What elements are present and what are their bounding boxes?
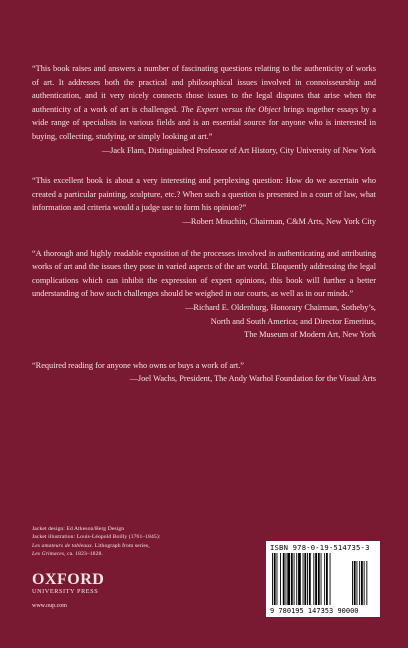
quote-3-attribution-line: North and South America; and Director Emeritus, (210, 316, 376, 326)
quote-2: “This excellent book is about a very interesting and perplexing question: How do we ascertain who created a particular painting, sculpture, etc.? When such a question is presented in a court of law, what information and criteria would a judge use to form his opinion?” (32, 176, 376, 213)
barcode-bar (313, 553, 314, 605)
quote-4-attribution: —Joel Wachs, President, The Andy Warhol Foundation for the Visual Arts (129, 374, 376, 384)
review-quotes (32, 62, 376, 386)
barcode-bar (330, 553, 331, 605)
barcode-bar (286, 553, 287, 605)
quote-1 (32, 62, 376, 144)
publisher-url: www.oup.com (32, 603, 67, 609)
barcode-bar (307, 553, 308, 605)
quote-3-attribution-line: The Museum of Modern Art, New York (244, 330, 376, 340)
credit-design: Jacket design: Ed Atkeson/Berg Design (32, 526, 125, 532)
isbn-label (270, 543, 376, 552)
barcode-bar (315, 553, 317, 605)
credit-illustration: Jacket illustration: Louis-Léopold Boilly (1761–1845): (32, 534, 161, 541)
barcode-bar (280, 553, 281, 605)
barcode-bar (291, 553, 293, 605)
credit-series-rest: Lithograph from series, (93, 542, 150, 549)
barcode-addon-bar (357, 561, 358, 605)
credit-series (32, 542, 262, 550)
barcode-price-code: 90000 (337, 607, 359, 615)
barcode-bar (303, 553, 304, 605)
barcode-bar (298, 553, 301, 605)
barcode-main-digits: 9 780195 147353 (270, 607, 334, 615)
credit-date-rest: ca. 1823–1828. (65, 551, 103, 558)
barcode-addon-bar (361, 561, 363, 605)
quote-4: “Required reading for anyone who owns or buys a work of art.” (32, 360, 244, 370)
barcode-bar (324, 553, 325, 605)
barcode-addon-bar (366, 561, 367, 605)
barcode-bar (326, 553, 328, 605)
barcode-bar (321, 553, 322, 605)
barcode-addon-bar (359, 561, 360, 605)
barcode-bar (294, 553, 295, 605)
barcode-digits (270, 607, 376, 615)
barcode-bar (272, 553, 273, 605)
isbn-barcode (266, 541, 380, 617)
book-title: The Expert versus the Object (181, 104, 281, 114)
quote-3-attribution-line: —Richard E. Oldenburg, Honorary Chairman, Sotheby’s, (185, 302, 376, 312)
jacket-credits (32, 525, 262, 559)
credit-date-title: Les Grimaces, (32, 551, 66, 558)
quote-1-text-after: brings together essays by a wide range of specialists in various fields and is an essential source for anyone who is interested in buying, collecting, studying, or simply looking at art.” (32, 104, 377, 141)
barcode-bar (304, 553, 306, 605)
barcode-addon-bar (352, 561, 353, 605)
credit-series-title: Les amateurs de tableaux. (32, 542, 94, 549)
publisher-name: OXFORD (32, 571, 105, 588)
quote-1-attribution: —Jack Flam, Distinguished Professor of Art History, City University of New York (101, 145, 376, 155)
barcode-bar (283, 553, 285, 605)
barcode-addon-bar (354, 561, 356, 605)
quote-2-attribution: —Robert Mnuchin, Chairman, C&M Arts, New York City (182, 216, 376, 226)
oxford-logo (32, 572, 122, 596)
barcode-bars (270, 553, 376, 607)
credit-date (32, 550, 262, 558)
quote-3-attribution (32, 301, 376, 342)
quote-1-text: “This book raises and answers a number of fascinating questions relating to the authenticity of works of art. It addresses both the practical and philosophical issues involved in connoisseurship and authentication, and it very nicely connects those issues to the legal disputes that arise when the authenticity of a work of art is challenged. (32, 64, 376, 114)
barcode-bar (318, 553, 320, 605)
quote-3: “A thorough and highly readable exposition of the processes involved in authenticating and attributing works of art and the issues they pose in varied aspects of the art world. Eloquently addressing the legal complications which can inhibit the expression of expert opinions, this book will further a better understanding of how such challenges should be weighed in our courts, as well as in our minds.” (32, 248, 376, 299)
barcode-bar (296, 553, 297, 605)
barcode-bar (287, 553, 290, 605)
publisher-sub: UNIVERSITY PRESS (32, 588, 99, 595)
barcode-bar (277, 553, 278, 605)
barcode-bar (309, 553, 311, 605)
barcode-addon-bar (364, 561, 365, 605)
isbn-number: ISBN 978-0-19-514735-3 (270, 543, 370, 552)
barcode-bar (274, 553, 276, 605)
